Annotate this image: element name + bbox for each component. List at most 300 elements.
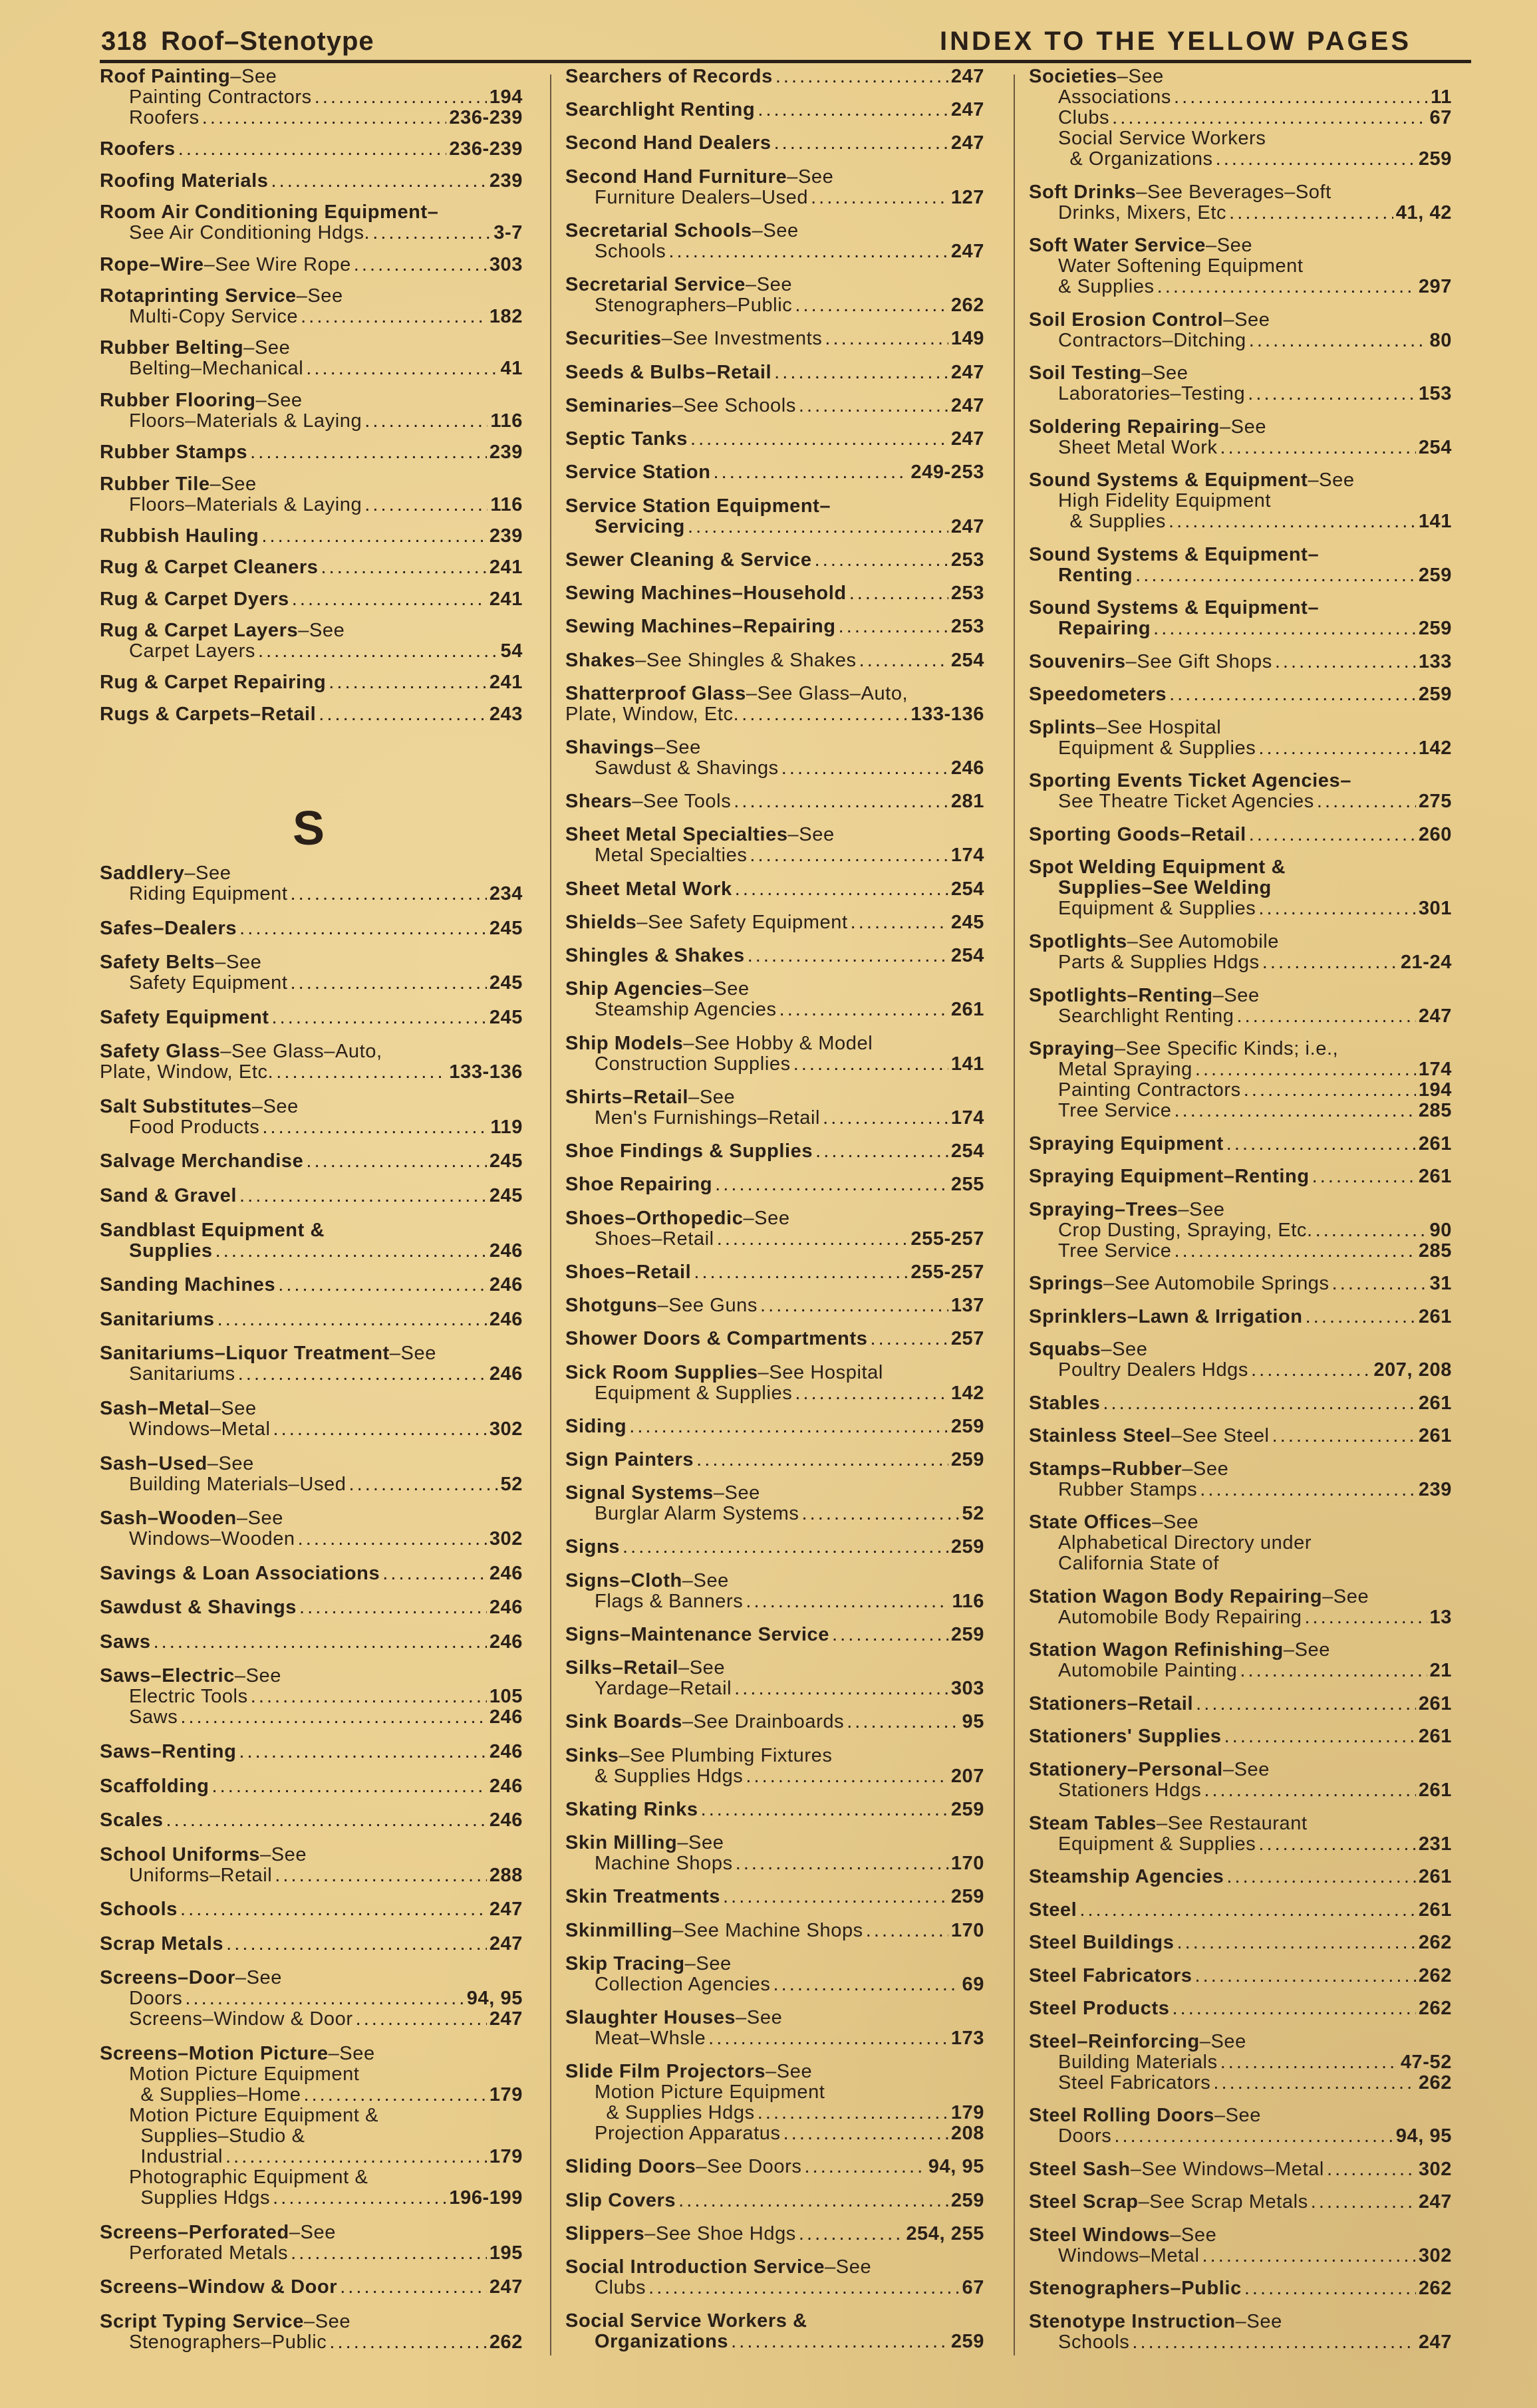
section-range: Roof–Stenotype (161, 27, 374, 56)
page-reference: 11 (1431, 86, 1452, 108)
page-reference: 303 (950, 1678, 984, 1700)
index-entry (100, 589, 523, 610)
dot-leader (1213, 2073, 1415, 2093)
page-reference: 262 (489, 2331, 523, 2353)
entry-heading-line (100, 1666, 523, 1686)
dot-leader (1240, 1661, 1427, 1681)
page-reference: 259 (950, 2189, 984, 2211)
entry-heading: Ship Agencies (565, 978, 703, 1000)
entry-heading: Sporting Events Ticket Agencies– (1029, 770, 1351, 792)
page-reference: 259 (950, 1886, 984, 1908)
entry-reference: –See (304, 2310, 351, 2332)
entry-heading-line (1029, 363, 1452, 384)
page-reference: 31 (1429, 1273, 1452, 1295)
entry-heading: Script Typing Service (100, 2310, 304, 2332)
entry-heading: Splints (1029, 716, 1096, 738)
page-reference: 245 (489, 1150, 523, 1172)
entry-heading-line (565, 1208, 984, 1229)
entry-heading-line (565, 429, 984, 450)
index-entry (1029, 1393, 1452, 1414)
page-reference: 174 (950, 845, 984, 867)
index-entry (1029, 1339, 1452, 1381)
page-reference: 262 (1418, 1998, 1452, 2020)
entry-heading-line (100, 1041, 523, 1062)
entry-subline (1029, 108, 1452, 128)
dot-leader (742, 704, 908, 725)
page-reference: 170 (950, 1919, 984, 1941)
page-reference: 174 (950, 1107, 984, 1129)
subentry-text: Servicing (595, 515, 685, 537)
entry-heading-line (565, 1087, 984, 1108)
entry-reference: –See (677, 1832, 724, 1854)
entry-heading-line (1029, 986, 1452, 1006)
dot-leader (750, 845, 948, 866)
subentry-text: Sawdust & Shavings (595, 757, 779, 779)
dot-leader (1312, 1166, 1416, 1187)
entry-subline (1029, 149, 1452, 170)
dot-leader (715, 1174, 948, 1195)
dot-leader (799, 2224, 903, 2244)
dot-leader (678, 2191, 948, 2211)
entry-heading: Schools (100, 1899, 178, 1921)
entry-subline (565, 1678, 984, 1699)
page-reference: 253 (950, 616, 984, 638)
entry-reference: –See (825, 2256, 872, 2278)
entry-heading-line (100, 202, 523, 223)
page-reference: 137 (950, 1295, 984, 1317)
index-entry (565, 1208, 984, 1250)
entry-subline (565, 517, 984, 537)
dot-leader (1237, 1006, 1416, 1027)
entry-heading-line (565, 616, 984, 637)
page-reference: 52 (500, 1473, 523, 1495)
entry-reference: –See (766, 2061, 813, 2083)
entry-heading-line (565, 396, 984, 416)
subentry-text: Sheet Metal Work (1058, 436, 1218, 458)
entry-reference: –See Restaurant (1157, 1812, 1308, 1834)
index-entry (100, 139, 523, 160)
index-entry (565, 275, 984, 316)
subentry-text: Stenographers–Public (595, 295, 793, 317)
index-entry (1029, 1273, 1452, 1294)
entry-subline (100, 411, 523, 432)
subentry-text: Equipment & Supplies (595, 1382, 793, 1404)
index-entry (1029, 1933, 1452, 1953)
dot-leader (779, 1000, 948, 1020)
subentry-text: Motion Picture Equipment (595, 2081, 825, 2103)
entry-reference: –See (1222, 1759, 1270, 1780)
page-header (101, 27, 1471, 61)
entry-heading: Steel Fabricators (1029, 1964, 1192, 1986)
entry-heading: Signs (565, 1536, 620, 1558)
entry-heading-line (565, 684, 984, 704)
index-column-1-top (100, 67, 523, 725)
page-reference: 285 (1418, 1240, 1452, 1262)
subentry-text: Yardage–Retail (595, 1678, 732, 1700)
page-reference: 80 (1429, 329, 1452, 351)
entry-heading: Sprinklers–Lawn & Irrigation (1029, 1305, 1303, 1327)
subentry-text: Steel Fabricators (1058, 2072, 1211, 2093)
entry-heading: Station Wagon Body Repairing (1029, 1585, 1323, 1607)
index-entry (565, 396, 984, 416)
index-entry (100, 1343, 523, 1385)
entry-heading: Speedometers (1029, 684, 1167, 706)
page-reference: 21 (1429, 1660, 1452, 1682)
entry-subline (100, 2126, 523, 2147)
dot-leader (623, 1537, 948, 1557)
subentry-text: Doors (129, 1988, 183, 2010)
entry-heading: Rubber Belting (100, 337, 244, 359)
dot-leader (748, 946, 948, 966)
index-entry (100, 255, 523, 275)
entry-reference: –See Steel (1171, 1425, 1270, 1447)
page-reference: 241 (489, 588, 523, 610)
subentry-text: & Supplies (1058, 276, 1155, 298)
entry-heading: Rug & Carpet Repairing (100, 672, 327, 694)
entry-heading: Silks–Retail (565, 1657, 679, 1679)
entry-heading: Soil Erosion Control (1029, 309, 1224, 331)
dot-leader (306, 1151, 486, 1172)
entry-subline (1029, 256, 1452, 277)
entry-heading-line (100, 1899, 523, 1920)
subentry-text: & Organizations (1058, 148, 1213, 170)
subentry-text: Automobile Painting (1058, 1660, 1238, 1682)
page-reference: 247 (489, 1899, 523, 1921)
entry-heading: Secretarial Schools (565, 219, 752, 241)
index-entry (565, 1483, 984, 1524)
entry-heading-line (565, 1746, 984, 1766)
entry-heading: Safety Equipment (100, 1006, 269, 1028)
subentry-text: Windows–Wooden (129, 1528, 295, 1550)
page-reference: 261 (1418, 1392, 1452, 1414)
entry-heading-line (1029, 1760, 1452, 1780)
page-reference: 69 (962, 1973, 984, 1995)
entry-heading-line (100, 171, 523, 192)
page-reference: 261 (1418, 1780, 1452, 1801)
entry-heading-line (565, 1800, 984, 1820)
dot-leader (180, 1899, 487, 1920)
page-reference: 247 (950, 99, 984, 121)
index-entry (100, 1220, 523, 1262)
dot-leader (1226, 1867, 1415, 1887)
index-entry (1029, 363, 1452, 404)
page-reference: 247 (950, 515, 984, 537)
page-reference: 254 (950, 945, 984, 967)
entry-subline (100, 307, 523, 327)
dot-leader (746, 1766, 948, 1787)
entry-reference: –See (210, 1397, 257, 1419)
dot-leader (847, 1712, 959, 1732)
dot-leader (774, 133, 948, 154)
index-entry (565, 879, 984, 900)
entry-heading: Steam Tables (1029, 1812, 1157, 1834)
entry-reference: –See Beverages–Soft (1136, 181, 1331, 203)
index-entry (1029, 1726, 1452, 1747)
entry-heading: Shoe Findings & Supplies (565, 1140, 813, 1162)
entry-subline (1029, 898, 1452, 919)
entry-heading: Spraying Equipment–Renting (1029, 1166, 1310, 1188)
index-entry (100, 338, 523, 379)
index-entry (565, 1087, 984, 1129)
entry-heading: Steel Products (1029, 1998, 1170, 2020)
index-entry (100, 863, 523, 904)
page-reference: 247 (489, 2008, 523, 2030)
index-entry (1029, 932, 1452, 973)
index-entry (1029, 2312, 1452, 2353)
entry-reference: –See Hospital (1095, 716, 1222, 738)
index-entry (565, 1450, 984, 1470)
entry-subline (565, 1108, 984, 1129)
dot-leader (793, 1054, 948, 1075)
entry-subline (1029, 1059, 1452, 1080)
index-entry (565, 1833, 984, 1874)
page-reference: 94, 95 (1395, 2125, 1452, 2147)
dot-leader (354, 255, 487, 275)
index-entry (565, 1033, 984, 1075)
entry-heading: Signs–Cloth (565, 1569, 682, 1591)
entry-reference: –See Doors (696, 2156, 802, 2178)
entry-heading: Second Hand Dealers (565, 132, 771, 154)
index-entry (1029, 67, 1452, 170)
entry-subline (1029, 2126, 1452, 2147)
entry-heading: Shakes (565, 649, 636, 671)
dot-leader (823, 1108, 948, 1129)
dot-leader (250, 442, 487, 463)
subentry-text: Laboratories–Testing (1058, 383, 1246, 405)
page-reference: 247 (489, 2276, 523, 2298)
entry-subline (1029, 1780, 1452, 1801)
entry-subline (100, 1686, 523, 1707)
entry-reference: –See Scrap Metals (1138, 2191, 1308, 2213)
subentry-text: Stenographers–Public (129, 2331, 327, 2353)
subentry-text: Supplies–Studio & (129, 2125, 305, 2147)
subentry-text: Screens–Window & Door (129, 2008, 353, 2030)
index-entry (100, 171, 523, 192)
dot-leader (180, 1707, 486, 1728)
page-reference: 95 (962, 1711, 984, 1733)
page-reference: 245 (489, 1185, 523, 1207)
index-entry (565, 1571, 984, 1612)
entry-heading-line (565, 67, 984, 87)
page-reference: 246 (489, 1274, 523, 1296)
subentry-text: Supplies–See Welding (1058, 877, 1272, 899)
dot-leader (1272, 1426, 1416, 1446)
index-entry (565, 912, 984, 933)
subentry-text: Water Softening Equipment (1058, 255, 1304, 277)
entry-reference: –See Machine Shops (672, 1919, 863, 1941)
entry-heading: Rotaprinting Service (100, 285, 297, 307)
dot-leader (1196, 1694, 1416, 1714)
page-reference: 259 (950, 1798, 984, 1820)
entry-heading: Sanitariums (100, 1308, 215, 1330)
page-reference: 116 (952, 1590, 984, 1612)
entry-subline (100, 2167, 523, 2188)
index-entry (1029, 718, 1452, 759)
entry-subline (100, 1117, 523, 1138)
entry-heading-line (565, 1571, 984, 1591)
entry-subline (100, 1474, 523, 1495)
entry-heading: Screens–Motion Picture (100, 2043, 329, 2065)
index-entry (1029, 417, 1452, 458)
entry-subline (1029, 738, 1452, 759)
entry-heading-line (1029, 1640, 1452, 1661)
dot-leader (1175, 1241, 1416, 1262)
index-entry (1029, 986, 1452, 1027)
entry-subline (1029, 1834, 1452, 1855)
page-reference: 288 (489, 1864, 523, 1886)
index-entry (100, 557, 523, 578)
dot-leader (1204, 1780, 1415, 1801)
entry-heading: Rubber Tile (100, 473, 210, 495)
page-reference: 67 (1429, 107, 1452, 128)
entry-subline (1029, 1101, 1452, 1121)
entry-reference: –See (210, 473, 257, 495)
page-reference: 247 (950, 240, 984, 262)
entry-subline (100, 641, 523, 662)
entry-heading: Sinks (565, 1744, 619, 1766)
subentry-text: Shoes–Retail (595, 1228, 714, 1250)
entry-subline (565, 241, 984, 262)
dot-leader (1132, 2332, 1415, 2353)
page-reference: 261 (1418, 1866, 1452, 1888)
page-reference: 173 (950, 2028, 984, 2050)
entry-reference: –See (298, 620, 345, 642)
entry-heading: Service Station (565, 462, 711, 483)
header-rule (100, 60, 1471, 63)
page-reference: 127 (950, 186, 984, 208)
page-reference: 153 (1418, 383, 1452, 405)
entry-subline (100, 2009, 523, 2030)
index-entry (565, 1329, 984, 1349)
index-entry (100, 1845, 523, 1886)
entry-heading: Saddlery (100, 863, 185, 884)
entry-heading-line (100, 1776, 523, 1797)
page-reference: 253 (950, 549, 984, 571)
entry-reference: –See Plumbing Fixtures (619, 1744, 833, 1766)
page-reference: 116 (490, 410, 523, 432)
page-reference: 259 (1418, 564, 1452, 586)
entry-heading: Skin Milling (565, 1832, 678, 1854)
entry-heading: Soldering Repairing (1029, 416, 1220, 438)
page-reference: 179 (489, 2146, 523, 2168)
entry-subline (100, 223, 523, 243)
index-entry (1029, 1134, 1452, 1154)
entry-heading-line (565, 1658, 984, 1678)
subentry-text: Plate, Window, Etc. (565, 703, 740, 725)
entry-heading: Stables (1029, 1392, 1101, 1414)
index-entry (1029, 652, 1452, 672)
entry-heading-line (1029, 2105, 1452, 2126)
subentry-text: Renting (1058, 564, 1133, 586)
page-reference: 54 (500, 640, 523, 662)
entry-subline (565, 1766, 984, 1787)
entry-heading: Steel Windows (1029, 2224, 1171, 2246)
entry-heading-line (1029, 1998, 1452, 2019)
entry-reference: –See (1205, 235, 1253, 257)
entry-heading-line (1029, 545, 1452, 565)
index-entry (1029, 1813, 1452, 1855)
entry-reference: –See (1117, 66, 1164, 87)
entry-heading-line (565, 650, 984, 671)
entry-heading-line (1029, 1393, 1452, 1414)
entry-heading-line (565, 737, 984, 758)
entry-subline (565, 704, 984, 725)
entry-heading-line (100, 2312, 523, 2332)
page-reference: 182 (489, 305, 523, 327)
entry-heading: Steel Scrap (1029, 2191, 1139, 2213)
subentry-text: Metal Spraying (1058, 1059, 1192, 1081)
entry-heading: Shotguns (565, 1295, 658, 1317)
page-reference: 142 (950, 1382, 984, 1404)
index-entry (565, 2008, 984, 2049)
entry-heading: Rubber Stamps (100, 442, 248, 464)
page-reference: 302 (1418, 2244, 1452, 2266)
dot-leader (696, 1450, 948, 1470)
entry-heading-line (1029, 2312, 1452, 2332)
entry-heading-line (565, 100, 984, 120)
entry-subline (1029, 87, 1452, 108)
entry-heading-line (565, 1262, 984, 1283)
page-reference: 207 (950, 1765, 984, 1787)
dot-leader (1153, 618, 1416, 639)
dot-leader (731, 2332, 948, 2352)
index-entry (565, 462, 984, 483)
dot-leader (291, 884, 487, 904)
entry-heading: Signs–Maintenance Service (565, 1623, 829, 1645)
entry-heading-line (565, 583, 984, 604)
dot-leader (262, 1117, 488, 1138)
dot-leader (239, 1186, 487, 1206)
entry-heading-line (1029, 932, 1452, 952)
index-entry (565, 1537, 984, 1557)
dot-leader (717, 1229, 908, 1250)
index-entry (100, 1007, 523, 1028)
dot-leader (276, 1062, 446, 1083)
index-entry (1029, 1426, 1452, 1446)
entry-reference: –See (678, 1657, 726, 1679)
entry-heading-line (1029, 771, 1452, 791)
entry-heading: Steel Rolling Doors (1029, 2105, 1214, 2127)
page-reference: 246 (489, 1308, 523, 1330)
entry-subline (1029, 491, 1452, 511)
entry-subline (1029, 2052, 1452, 2073)
index-entry (1029, 1966, 1452, 1986)
dot-leader (859, 650, 948, 671)
entry-heading-line (565, 496, 984, 517)
entry-subline (1029, 438, 1452, 458)
dot-leader (1216, 149, 1416, 170)
dot-leader (364, 495, 488, 515)
entry-heading: Seminaries (565, 394, 672, 416)
dot-leader (799, 396, 948, 416)
dot-leader (1229, 203, 1393, 223)
entry-heading-line (100, 1454, 523, 1474)
entry-heading: Sound Systems & Equipment– (1029, 543, 1320, 565)
subentry-text: Machine Shops (595, 1853, 733, 1875)
entry-heading-line (1029, 1867, 1452, 1887)
index-entry (100, 672, 523, 693)
dot-leader (1244, 1080, 1416, 1101)
dot-leader (382, 1563, 487, 1584)
page-reference: 253 (950, 583, 984, 604)
entry-reference: –See Hospital (758, 1361, 883, 1383)
dot-leader (811, 188, 948, 208)
entry-heading-line (100, 526, 523, 547)
subentry-text: Poultry Dealers Hdgs (1058, 1359, 1248, 1381)
entry-heading: Sash–Metal (100, 1397, 210, 1419)
page-reference: 259 (1418, 148, 1452, 170)
index-entry (565, 496, 984, 537)
